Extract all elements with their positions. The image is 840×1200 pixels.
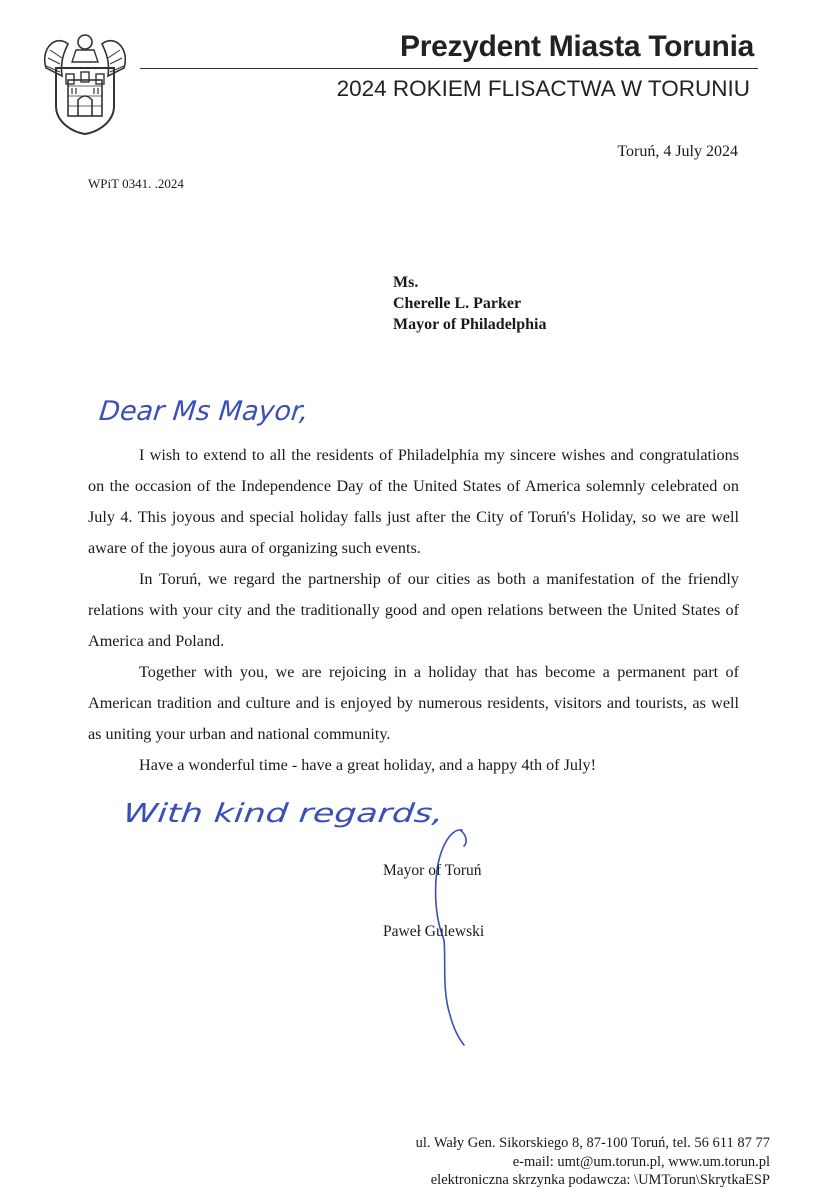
recipient-name: Cherelle L. Parker: [393, 295, 522, 312]
body-paragraph: Have a wonderful time - have a great holiday, and a happy 4th of July!: [139, 756, 596, 774]
footer-esp: elektroniczna skrzynka podawcza: \UMTorun\SkrytkaESP: [430, 1172, 770, 1188]
reference-number: WPiT 0341. .2024: [88, 176, 184, 191]
letterhead-footer: [416, 1134, 770, 1190]
body-paragraph: I wish to extend to all the residents of Philadelphia my sincere wishes and congratulations on the occasion of the Independence Day of the United States of America solemnly celebrated on July 4. This joyous and special holiday falls just after the City of Toruń's Holiday, so we are well aware of the joyous aura of organizing such events.: [88, 446, 739, 557]
handwritten-closing: [120, 788, 460, 838]
footer-contact: e-mail: umt@um.torun.pl, www.um.torun.pl: [512, 1153, 770, 1170]
body-paragraph: In Toruń, we regard the partnership of our cities as both a manifestation of the friendly relations with your city and the traditionally good and open relations between the United States of America and Poland.: [88, 570, 739, 650]
footer-address: ul. Wały Gen. Sikorskiego 8, 87-100 Toruń, tel. 56 611 87 77: [415, 1135, 770, 1151]
recipient-position: Mayor of Philadelphia: [393, 316, 547, 333]
body-paragraph: Together with you, we are rejoicing in a holiday that has become a permanent part of American tradition and culture and is enjoyed by numerous residents, visitors and tourists, as well as uniting your urban and national community.: [88, 663, 739, 743]
letterhead-divider: [140, 68, 758, 69]
torun-coat-of-arms-icon: [38, 28, 132, 136]
letter-body: [88, 440, 739, 781]
handwritten-greeting: [98, 386, 368, 436]
svg-text:Dear Ms Mayor,: Dear Ms Mayor,: [98, 396, 310, 427]
recipient-title: Ms.: [393, 274, 419, 291]
recipient-address: [393, 272, 547, 335]
signatory-title: Mayor of Toruń: [383, 862, 482, 879]
signatory-name: Paweł Gulewski: [383, 923, 485, 940]
svg-text:With kind regards,: With kind regards,: [121, 799, 365, 829]
letter-date: Toruń, 4 July 2024: [617, 143, 738, 160]
letterhead-subtitle: 2024 ROKIEM FLISACTWA W TORUNIU: [336, 76, 750, 101]
letterhead-title: Prezydent Miasta Torunia: [400, 30, 754, 63]
